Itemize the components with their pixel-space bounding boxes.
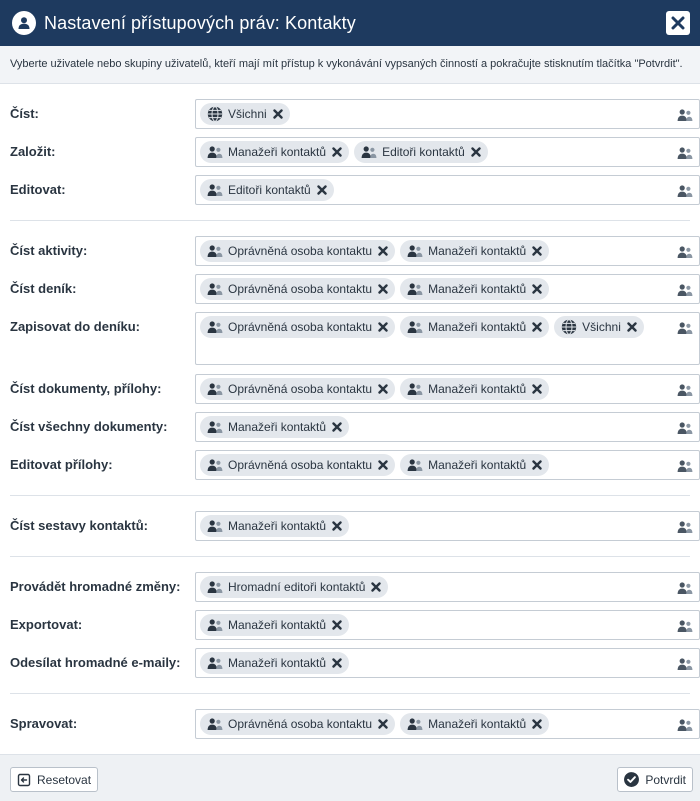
close-button[interactable] [666, 11, 690, 35]
permission-field[interactable] [195, 274, 700, 304]
permission-chip [554, 316, 644, 338]
group-icon [207, 717, 223, 731]
permission-chip [200, 576, 388, 598]
group-icon [207, 145, 223, 159]
permission-field[interactable] [195, 709, 700, 739]
select-users-icon[interactable] [677, 245, 693, 264]
chip-label: Oprávněná osoba kontaktu [228, 320, 373, 334]
remove-chip-icon[interactable] [371, 582, 381, 592]
permission-chip [400, 316, 549, 338]
section-divider [10, 693, 690, 694]
confirm-button[interactable] [617, 767, 693, 792]
permission-row [10, 312, 690, 334]
permission-row [10, 511, 690, 533]
select-users-icon[interactable] [677, 283, 693, 302]
permission-row [10, 648, 690, 670]
permission-field[interactable] [195, 450, 700, 480]
permission-field[interactable] [195, 312, 700, 365]
globe-icon [207, 106, 223, 122]
remove-chip-icon[interactable] [532, 284, 542, 294]
remove-chip-icon[interactable] [378, 460, 388, 470]
chip-label: Oprávněná osoba kontaktu [228, 382, 373, 396]
chip-label: Manažeři kontaktů [428, 244, 527, 258]
permission-label: Číst deník: [10, 281, 77, 296]
permission-field[interactable] [195, 511, 700, 541]
permission-row [10, 374, 690, 396]
group-icon [207, 282, 223, 296]
permission-chip [200, 179, 334, 201]
remove-chip-icon[interactable] [471, 147, 481, 157]
remove-chip-icon[interactable] [532, 460, 542, 470]
permission-chip [200, 515, 349, 537]
group-icon [207, 656, 223, 670]
chip-label: Oprávněná osoba kontaktu [228, 244, 373, 258]
remove-chip-icon[interactable] [378, 284, 388, 294]
select-users-icon[interactable] [677, 718, 693, 737]
chip-label: Editoři kontaktů [382, 145, 465, 159]
remove-chip-icon[interactable] [532, 246, 542, 256]
dialog-titlebar [0, 0, 700, 46]
permission-row [10, 274, 690, 296]
permission-row [10, 99, 690, 121]
permission-chip [200, 652, 349, 674]
remove-chip-icon[interactable] [332, 147, 342, 157]
permission-label: Spravovat: [10, 716, 78, 731]
group-icon [361, 145, 377, 159]
group-icon [407, 717, 423, 731]
permission-chip [354, 141, 488, 163]
chip-label: Oprávněná osoba kontaktu [228, 717, 373, 731]
permission-chip [400, 278, 549, 300]
chip-label: Manažeři kontaktů [228, 420, 327, 434]
group-icon [207, 320, 223, 334]
permission-field[interactable] [195, 648, 700, 678]
chip-label: Manažeři kontaktů [228, 519, 327, 533]
section-divider [10, 495, 690, 496]
group-icon [207, 183, 223, 197]
chip-label: Všichni [228, 107, 267, 121]
permission-label: Provádět hromadné změny: [10, 579, 181, 594]
select-users-icon[interactable] [677, 321, 693, 340]
select-users-icon[interactable] [677, 108, 693, 127]
permission-chip [200, 614, 349, 636]
chip-label: Manažeři kontaktů [428, 320, 527, 334]
permission-chip [200, 378, 395, 400]
remove-chip-icon[interactable] [532, 322, 542, 332]
dialog-title: Nastavení přístupových práv: Kontakty [44, 12, 356, 33]
permission-row [10, 236, 690, 258]
permission-chip [400, 240, 549, 262]
group-icon [207, 244, 223, 258]
remove-chip-icon[interactable] [332, 658, 342, 668]
remove-chip-icon[interactable] [532, 384, 542, 394]
chip-label: Manažeři kontaktů [428, 458, 527, 472]
permission-row [10, 610, 690, 632]
permission-row [10, 137, 690, 159]
group-icon [407, 244, 423, 258]
permission-label: Číst sestavy kontaktů: [10, 518, 148, 533]
permission-label: Editovat: [10, 182, 66, 197]
permission-row [10, 450, 690, 472]
chip-label: Manažeři kontaktů [228, 145, 327, 159]
permission-row [10, 709, 690, 731]
permission-chip [400, 713, 549, 735]
permission-field[interactable] [195, 137, 700, 167]
group-icon [207, 382, 223, 396]
close-icon [671, 16, 685, 30]
remove-chip-icon[interactable] [317, 185, 327, 195]
select-users-icon[interactable] [677, 421, 693, 440]
section-divider [10, 556, 690, 557]
permission-field[interactable] [195, 236, 700, 266]
remove-chip-icon[interactable] [627, 322, 637, 332]
permission-field[interactable] [195, 610, 700, 640]
group-icon [207, 519, 223, 533]
permission-row [10, 175, 690, 197]
group-icon [407, 458, 423, 472]
permission-label: Číst aktivity: [10, 243, 88, 258]
section-divider [10, 220, 690, 221]
remove-chip-icon[interactable] [332, 521, 342, 531]
group-icon [407, 382, 423, 396]
remove-chip-icon[interactable] [273, 109, 283, 119]
group-icon [207, 458, 223, 472]
reset-button[interactable] [10, 767, 98, 792]
chip-label: Oprávněná osoba kontaktu [228, 458, 373, 472]
group-icon [207, 580, 223, 594]
permission-field[interactable] [195, 99, 700, 129]
remove-chip-icon[interactable] [378, 719, 388, 729]
permission-field[interactable] [195, 572, 700, 602]
remove-chip-icon[interactable] [378, 322, 388, 332]
chip-label: Všichni [582, 320, 621, 334]
permission-label: Číst všechny dokumenty: [10, 419, 168, 434]
chip-label: Manažeři kontaktů [228, 656, 327, 670]
chip-label: Manažeři kontaktů [428, 382, 527, 396]
select-users-icon[interactable] [677, 184, 693, 203]
permission-chip [400, 454, 549, 476]
chip-label: Editoři kontaktů [228, 183, 311, 197]
group-icon [407, 320, 423, 334]
permission-label: Číst: [10, 106, 39, 121]
permission-chip [200, 454, 395, 476]
permission-chip [200, 240, 395, 262]
permission-chip [200, 316, 395, 338]
chip-label: Manažeři kontaktů [228, 618, 327, 632]
remove-chip-icon[interactable] [378, 246, 388, 256]
permission-label: Exportovat: [10, 617, 83, 632]
remove-chip-icon[interactable] [532, 719, 542, 729]
permission-label: Zapisovat do deníku: [10, 319, 141, 334]
confirm-label: Potvrdit [645, 772, 686, 787]
permission-label: Založit: [10, 144, 56, 159]
dialog-description: Vyberte uživatele nebo skupiny uživatelů, kteří mají mít přístup k vykonávání vypsaných činností a pokračujte stisknutím tlačítka "Potvrdit". [0, 46, 700, 84]
permission-field[interactable] [195, 374, 700, 404]
permission-chip [200, 416, 349, 438]
remove-chip-icon[interactable] [332, 620, 342, 630]
permission-field[interactable] [195, 412, 700, 442]
group-icon [207, 618, 223, 632]
permission-chip [400, 378, 549, 400]
select-users-icon[interactable] [677, 146, 693, 165]
group-icon [207, 420, 223, 434]
reset-label: Resetovat [37, 772, 92, 787]
permission-chip [200, 141, 349, 163]
select-users-icon[interactable] [677, 619, 693, 638]
group-icon [407, 282, 423, 296]
select-users-icon[interactable] [677, 581, 693, 600]
select-users-icon[interactable] [677, 383, 693, 402]
dialog-footer [0, 754, 700, 801]
permission-row [10, 572, 690, 594]
permission-chip [200, 713, 395, 735]
chip-label: Manažeři kontaktů [428, 282, 527, 296]
permission-chip [200, 278, 395, 300]
select-users-icon[interactable] [677, 459, 693, 478]
permission-label: Odesílat hromadné e-maily: [10, 655, 181, 670]
permission-row [10, 412, 690, 434]
permission-chip [200, 103, 290, 125]
chip-label: Manažeři kontaktů [428, 717, 527, 731]
user-icon [12, 11, 36, 35]
select-users-icon[interactable] [677, 657, 693, 676]
permission-field[interactable] [195, 175, 700, 205]
chip-label: Hromadní editoři kontaktů [228, 580, 366, 594]
reset-icon [16, 772, 32, 788]
check-circle-icon [623, 771, 640, 788]
permission-label: Číst dokumenty, přílohy: [10, 381, 162, 396]
permission-label: Editovat přílohy: [10, 457, 113, 472]
chip-label: Oprávněná osoba kontaktu [228, 282, 373, 296]
remove-chip-icon[interactable] [332, 422, 342, 432]
globe-icon [561, 319, 577, 335]
select-users-icon[interactable] [677, 520, 693, 539]
remove-chip-icon[interactable] [378, 384, 388, 394]
